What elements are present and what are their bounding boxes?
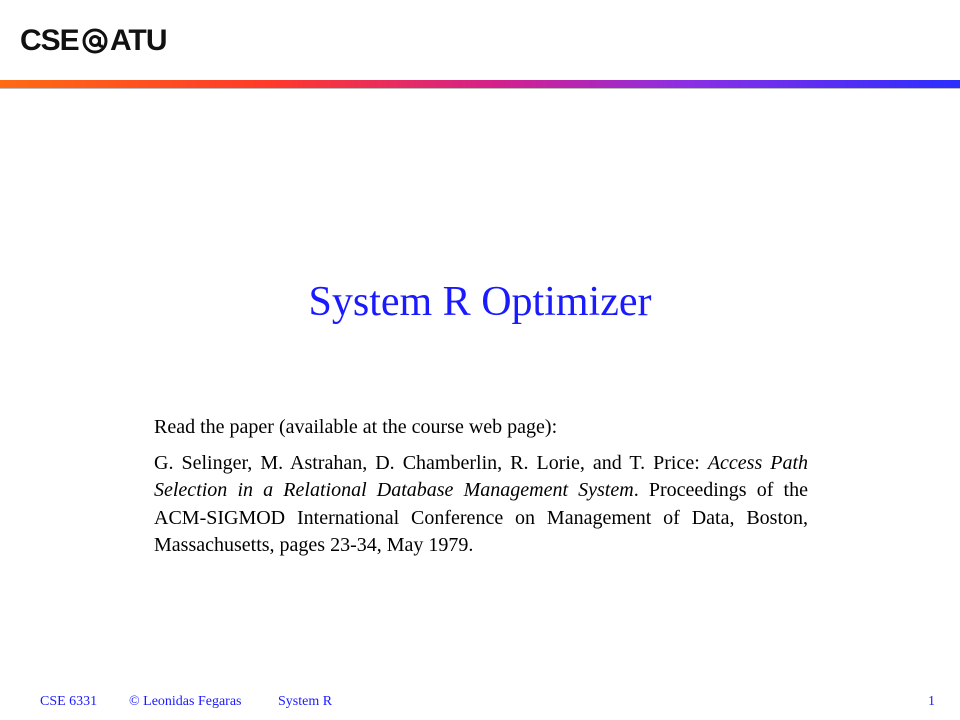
reference-venue: . Proceedings of the ACM-SIGMOD International Conference on Management of Data, Boston, Massachusetts, pages 23-34, May 1979. [154,479,808,556]
logo-cse-text: CSE [20,24,79,57]
header-divider [0,88,960,89]
footer-page-number: 1 [928,694,935,709]
reference-paper-title: Access Path Selection in a Relational Database Management System [154,451,809,501]
slide-title: System R Optimizer [308,279,652,325]
cse-uta-logo [20,26,167,56]
at-sign-icon [81,27,109,55]
paper-reference [154,450,808,560]
intro-text: Read the paper (available at the course web page): [154,416,558,438]
slide-body [154,414,808,560]
footer-author: © Leonidas Fegaras [129,694,242,709]
reference-authors: G. Selinger, M. Astrahan, D. Chamberlin, R. Lorie, and T. Price: [154,451,700,474]
header-gradient-bar [0,80,960,88]
footer-course: CSE 6331 [40,694,98,709]
logo-uta-text: UTA [110,24,168,57]
footer-topic: System R [278,694,333,709]
